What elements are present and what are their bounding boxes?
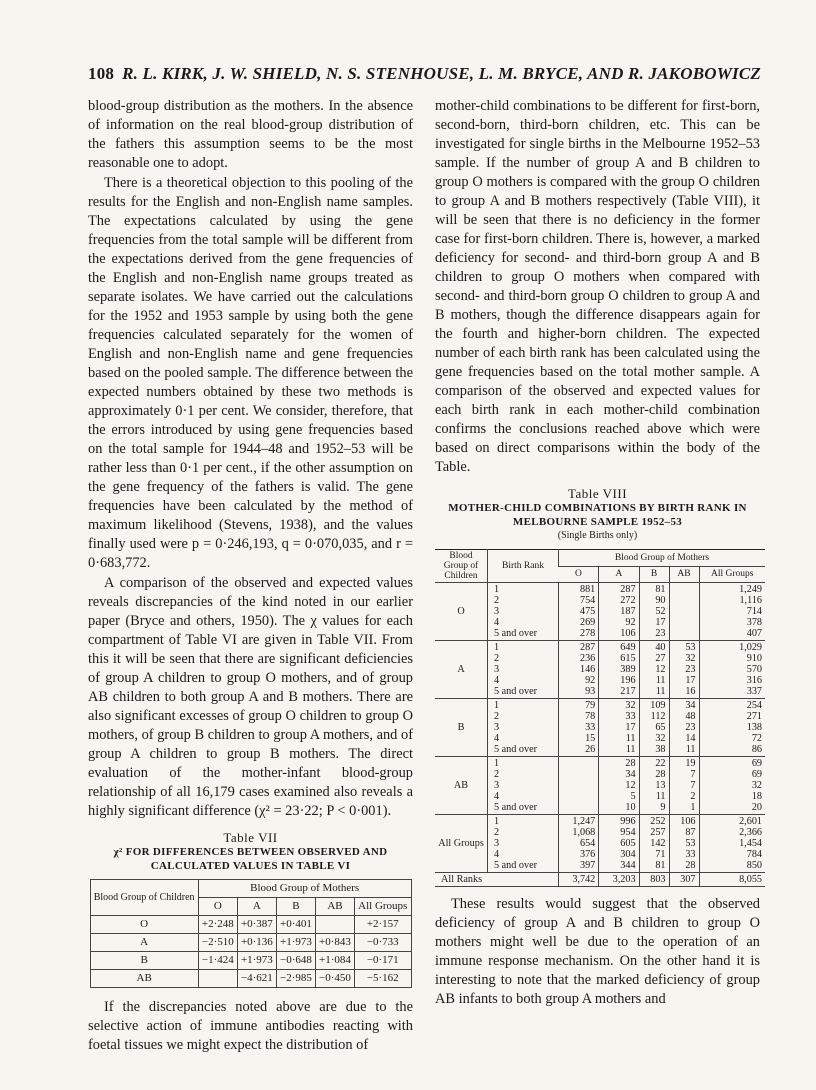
table7-cell: +0·136 [237,934,276,952]
page-number: 108 [88,64,115,83]
table8-col-header: All Groups [699,566,765,583]
table8-number: Table VIII [567,486,628,501]
paragraph: A comparison of the observed and expected values reveals discrepancies of the kind noted in our earlier paper (Bryce and others, 1950). The χ values for each compartment of Table VI are given in Table VII. From this it will be seen that there are significant deficiencies of group A children to group O mothers, and of group AB children to both group A and B mothers. There are also significant excesses of group O children to group O mothers, of group B children to group A mothers, and of group A children to group B mothers. The direct evaluation of the mother-infant blood-group relationship of all 16,179 cases examined also reveals a highly significant difference (χ² = 23·22; P < 0·001). [88,575,413,819]
table7-row [90,916,411,934]
table8-total-label: All Ranks [435,873,559,887]
table8-cell: 19 7 7 2 1 [669,757,699,815]
table8-group: O [435,583,488,641]
table7-row-header: Blood Group of Children [90,880,198,916]
table7-cell: +1·084 [315,952,354,970]
paragraph: There is a theoretical objection to this pooling of the results for the English and non-English name samples. The expectations calculated by using the gene frequencies from the total sample will be different from the expectations derived from the gene frequencies of the English and non-English name groups treated as separate isolates. We have carried out the calculations for the 1952 and 1953 sample by using both the gene frequencies calculated separately for the women of English and non-English name and gene frequencies based on the pooled sample. The difference between the expected numbers obtained by these two methods is approximately 0·1 per cent. We consider, therefore, that the errors introduced by using gene frequencies based on the total sample for 1944–48 and 1952–53 will be rather less than 0·1 per cent., if the other assumption on the gene frequency of the fathers is valid. The gene frequencies have been calculated by the method of maximum likelihood (Stevens, 1938), and the values finally used were p = 0·246,193, q = 0·070,035, and r = 0·683,772. [88,175,413,571]
table7-row [90,934,411,952]
table7-cell: +1·973 [237,952,276,970]
table7-cell: +2·157 [355,916,412,934]
paragraph: blood-group distribution as the mothers. In the absence of information on the real blood-group distribution of the fathers this assumption seems to be the most reasonable one to adopt. [88,98,413,171]
table8-cell: 2,601 2,366 1,454 784 850 [699,815,765,873]
table8-cell: 81 90 52 17 23 [639,583,669,641]
table7-cell: −2·985 [276,970,315,988]
table8-cell: 287 236 146 92 93 [559,641,599,699]
table7-number: Table VII [223,830,278,845]
table8-caption [435,487,760,543]
table7-cell: −0·450 [315,970,354,988]
table7-col-group-header: Blood Group of Mothers [198,880,411,898]
table7 [90,879,412,988]
table8-cell: 287 272 187 92 106 [599,583,639,641]
table8-cell: 28 34 12 5 10 [599,757,639,815]
table8-cell: 69 69 32 18 20 [699,757,765,815]
table8-ranks: 1 2 3 4 5 and over [488,815,559,873]
table8-cell: 34 48 23 14 11 [669,699,699,757]
table8-col-header: AB [669,566,699,583]
table8-cell: 53 32 23 17 16 [669,641,699,699]
table8-cell: 79 78 33 15 26 [559,699,599,757]
table7-cell: −0·648 [276,952,315,970]
table8-cell: 32 33 17 11 11 [599,699,639,757]
table8-cell: 1,247 1,068 654 376 397 [559,815,599,873]
paragraph: If the discrepancies noted above are due to the selective action of immune antibodies reacting with foetal tissues we might expect the distribution of [88,999,413,1053]
table7-group: O [90,916,198,934]
table8-ranks: 1 2 3 4 5 and over [488,583,559,641]
table8-group: A [435,641,488,699]
table7-cell: +0·843 [315,934,354,952]
table8-title: MOTHER-CHILD COMBINATIONS BY BIRTH RANK IN MELBOURNE SAMPLE 1952–53 [448,502,747,528]
paragraph: mother-child combinations to be different for first-born, second-born, third-born children, etc. This can be investigated for single births in the Melbourne 1952–53 sample. If the number of group A and B children to group O mothers is compared with the group O children to group A and B mothers respectively (Table VIII), it will be seen that there is no deficiency in the former case for first-born children. There is, however, a marked deficiency for second- and third-born group A and B children to group O mothers when compared with second- and third-born group O children to group A and B mothers, though the difference disappears again for the fourth and higher-born children. The expected number of each birth rank has been calculated using the gene frequencies based on the total mother sample. A comparison of the observed and expected values for each birth rank in each mother-child combination confirms the conclusions reached above which were based on direct comparisons within the body of the Table. [435,98,760,475]
table7-cell: −0·733 [355,934,412,952]
table7-col-header: All Groups [355,898,412,916]
table8-cell [669,583,699,641]
table8-cell: 254 271 138 72 86 [699,699,765,757]
table7-cell: +1·973 [276,934,315,952]
left-column [88,97,413,1055]
table7-cell: −0·171 [355,952,412,970]
table8-cell: 649 615 389 196 217 [599,641,639,699]
table8-group-row [435,699,765,757]
table7-cell [315,916,354,934]
table8-group: B [435,699,488,757]
table7-group: A [90,934,198,952]
right-column [435,97,760,1009]
table7-col-header: A [237,898,276,916]
table8-group: AB [435,757,488,815]
author-line: R. L. KIRK, J. W. SHIELD, N. S. STENHOUSE, L. M. BRYCE, AND R. JAKOBOWICZ [122,64,761,83]
table8-ranks: 1 2 3 4 5 and over [488,641,559,699]
table8-cell: 881 754 475 269 278 [559,583,599,641]
table7-col-header: B [276,898,315,916]
table8-group-row [435,757,765,815]
table8-total-cell: 803 [639,873,669,887]
table7-cell: −1·424 [198,952,237,970]
table8-group-row [435,583,765,641]
table8-cell: 106 87 53 33 28 [669,815,699,873]
table7-cell: −2·510 [198,934,237,952]
table8-group-row [435,815,765,873]
table8-col-group-header: Blood Group of Mothers [559,550,766,567]
table8 [435,549,765,887]
table8-cell: 996 954 605 304 344 [599,815,639,873]
table8-cell: 1,029 910 570 316 337 [699,641,765,699]
table8-cell [559,757,599,815]
table8-cell: 1,249 1,116 714 378 407 [699,583,765,641]
table7-cell: +2·248 [198,916,237,934]
table8-col-header: A [599,566,639,583]
table7-cell [198,970,237,988]
paragraph: These results would suggest that the observed deficiency of group A and B children to group O mothers might well be due to the operation of an immune response mechanism. On the other hand it is interesting to note that the marked deficiency of group AB infants to both group A mothers and [435,896,760,1007]
table8-total-cell: 307 [669,873,699,887]
table7-group: B [90,952,198,970]
table7-row [90,952,411,970]
table7-group: AB [90,970,198,988]
table7-col-header: AB [315,898,354,916]
table8-total-row [435,873,765,887]
table7-row [90,970,411,988]
table8-ranks: 1 2 3 4 5 and over [488,699,559,757]
table8-cell: 252 257 142 71 81 [639,815,669,873]
table8-total-cell: 3,203 [599,873,639,887]
table8-total-cell: 8,055 [699,873,765,887]
table8-ranks: 1 2 3 4 5 and over [488,757,559,815]
table8-cell: 22 28 13 11 9 [639,757,669,815]
table7-cell: −4·621 [237,970,276,988]
table8-col-header: O [559,566,599,583]
running-header [88,64,768,84]
table7-cell: −5·162 [355,970,412,988]
table8-cell: 40 27 12 11 11 [639,641,669,699]
table8-rank-header: Birth Rank [488,550,559,583]
table8-total-cell: 3,742 [559,873,599,887]
table8-row-header: Blood Group of Children [435,550,488,583]
table7-title: χ² FOR DIFFERENCES BETWEEN OBSERVED AND CALCULATED VALUES IN TABLE VI [113,846,388,872]
table7-cell: +0·387 [237,916,276,934]
table8-group-row [435,641,765,699]
table8-group: All Groups [435,815,488,873]
table7-cell: +0·401 [276,916,315,934]
table7-col-header: O [198,898,237,916]
table8-col-header: B [639,566,669,583]
table8-subtitle: (Single Births only) [557,530,638,541]
table7-caption [88,831,413,873]
table8-cell: 109 112 65 32 38 [639,699,669,757]
